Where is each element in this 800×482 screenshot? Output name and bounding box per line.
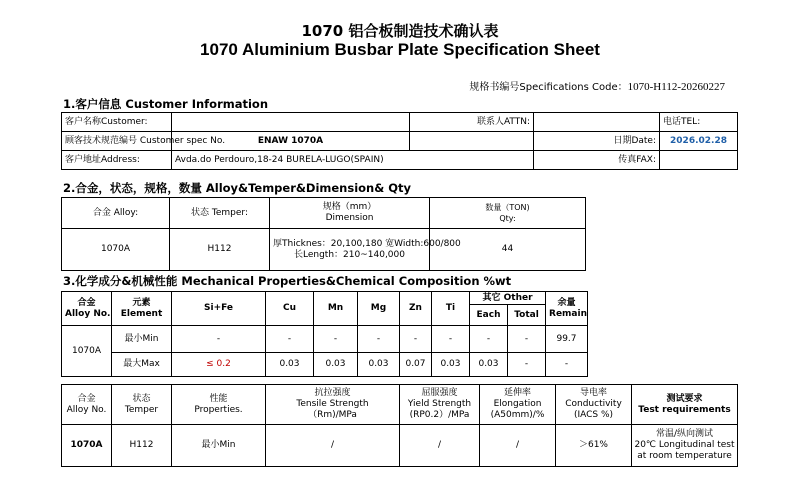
max-label: 最大Max (112, 353, 172, 377)
min-label: 最小Min (112, 326, 172, 353)
element-header: 元素 Element (112, 292, 172, 326)
mech-alloy-value: 1070A (62, 425, 112, 467)
element-ti: Ti (432, 292, 470, 326)
min-mn: - (314, 326, 358, 353)
qty-value: 44 (430, 229, 586, 271)
elongation-header: 延伸率 Elongation (A50mm)/% (480, 385, 556, 425)
spec-code (469, 78, 725, 93)
min-remain: 99.7 (546, 326, 588, 353)
min-each: - (470, 326, 508, 353)
qty-label: 数量（TON) Qty: (430, 198, 586, 229)
customer-label: 客户名称Customer: (62, 113, 172, 132)
max-remain: - (546, 353, 588, 377)
spec-code-value: 1070-H112-20260227 (627, 81, 725, 93)
max-mn: 0.03 (314, 353, 358, 377)
mechanical-properties-table (61, 384, 738, 467)
yield-header: 屈服强度 Yield Strength (RP0.2）/MPa (400, 385, 480, 425)
section2-title: 2.合金，状态，规格，数量 Alloy&Temper&Dimension& Qty (63, 181, 412, 195)
max-mg: 0.03 (358, 353, 400, 377)
element-mn: Mn (314, 292, 358, 326)
address-label: 客户地址Address: (62, 151, 172, 170)
min-si-fe: - (172, 326, 266, 353)
title-chinese: 1070 铝合板制造技术确认表 (301, 22, 499, 40)
date-value: 2026.02.28 (660, 132, 738, 151)
mech-properties-value: 最小Min (172, 425, 266, 467)
max-zn: 0.07 (400, 353, 432, 377)
chemical-composition-table (61, 291, 588, 377)
section1-title: 1.客户信息 Customer Information (63, 97, 269, 111)
element-si-fe: Si+Fe (172, 292, 266, 326)
element-cu: Cu (266, 292, 314, 326)
tel-label: 电话TEL: (663, 116, 701, 127)
spec-code-label: 规格书编号Specifications Code： (469, 82, 628, 93)
elongation-value: / (480, 425, 556, 467)
fax-value (660, 151, 738, 170)
tensile-value: / (266, 425, 400, 467)
mech-temper-header: 状态 Temper (112, 385, 172, 425)
element-zn: Zn (400, 292, 432, 326)
max-each: 0.03 (470, 353, 508, 377)
customer-value (172, 113, 410, 132)
dimension-label: 规格（mm） Dimension (270, 198, 430, 229)
element-mg: Mg (358, 292, 400, 326)
test-requirements-header: 测试要求 Test requirements (632, 385, 738, 425)
alloy-value: 1070A (62, 229, 170, 271)
max-si-fe: ≤ 0.2 (172, 353, 266, 377)
address-value: Avda.do Perdouro,18-24 BURELA-LUGO(SPAIN) (172, 151, 534, 170)
dimension-value: 厚Thicknes：20,100,180 宽Width:600/800 长Length：210~140,000 (270, 229, 430, 271)
tel-cell (660, 113, 738, 132)
max-cu: 0.03 (266, 353, 314, 377)
empty-cell (410, 132, 534, 151)
other-total: Total (508, 305, 546, 326)
temper-label: 状态 Temper: (170, 198, 270, 229)
min-ti: - (432, 326, 470, 353)
max-ti: 0.03 (432, 353, 470, 377)
yield-value: / (400, 425, 480, 467)
max-total: - (508, 353, 546, 377)
attn-label: 联系人ATTN: (410, 113, 534, 132)
alloy-no-header: 合金 Alloy No. (62, 292, 112, 326)
temper-value: H112 (170, 229, 270, 271)
min-mg: - (358, 326, 400, 353)
mech-alloy-header: 合金 Alloy No. (62, 385, 112, 425)
date-label: 日期Date: (534, 132, 660, 151)
alloy-dimension-table (61, 197, 586, 271)
spec-no-label: 顾客技术规范编号 Customer spec No. (62, 132, 172, 151)
attn-value (534, 113, 660, 132)
test-requirements-value: 常温/纵向测试 20℃ Longitudinal test at room temperature (632, 425, 738, 467)
fax-label: 传真FAX: (534, 151, 660, 170)
section3-title: 3.化学成分&机械性能 Mechanical Properties&Chemical Composition %wt (63, 274, 512, 288)
conductivity-value: ＞61% (556, 425, 632, 467)
other-header: 其它 Other (470, 292, 546, 305)
customer-info-table (61, 112, 738, 170)
mech-properties-header: 性能 Properties. (172, 385, 266, 425)
mech-temper-value: H112 (112, 425, 172, 467)
other-each: Each (470, 305, 508, 326)
spec-no-value: ENAW 1070A (172, 132, 410, 151)
alloy-label: 合金 Alloy: (62, 198, 170, 229)
min-zn: - (400, 326, 432, 353)
min-cu: - (266, 326, 314, 353)
chem-alloy-value: 1070A (62, 326, 112, 377)
title-english: 1070 Aluminium Busbar Plate Specification Sheet (200, 40, 600, 59)
conductivity-header: 导电率 Conductivity (IACS %) (556, 385, 632, 425)
remain-header: 余量 Remain (546, 292, 588, 326)
tensile-header: 抗拉强度 Tensile Strength （Rm)/MPa (266, 385, 400, 425)
min-total: - (508, 326, 546, 353)
